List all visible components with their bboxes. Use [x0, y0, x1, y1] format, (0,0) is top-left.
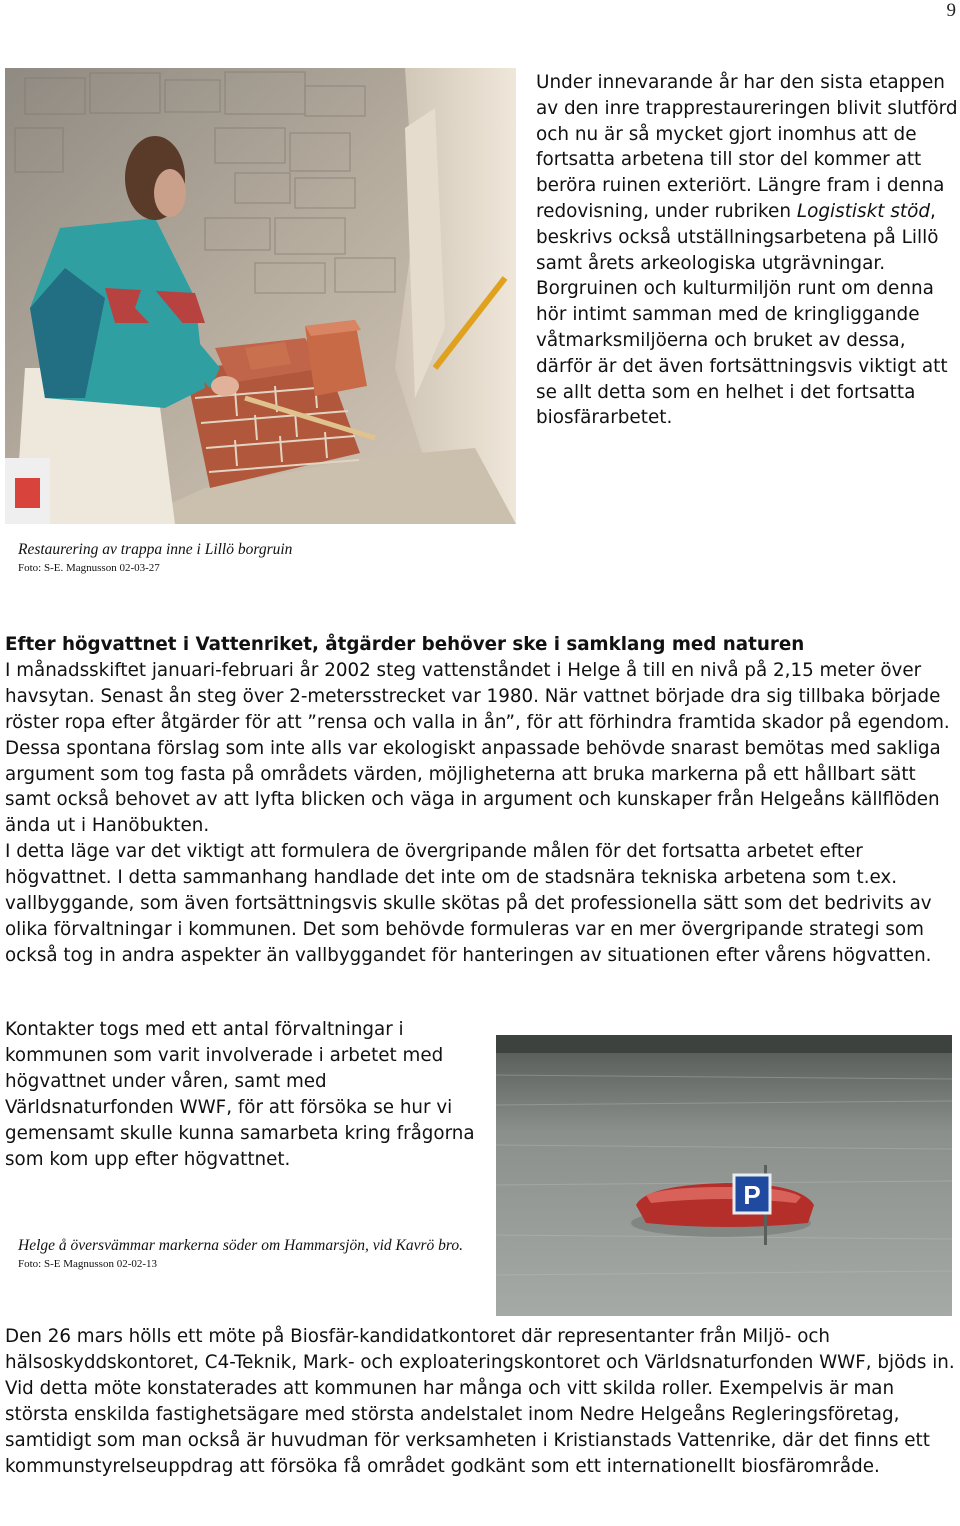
intro-part2: , beskrivs också utställningsarbetena på Lillö samt årets arkeologiska utgrävningar.	[536, 200, 939, 274]
figure1-caption	[18, 540, 478, 575]
figure1-caption-title: Restaurering av trappa inne i Lillö borgruin	[18, 541, 293, 558]
article-paragraph: I månadsskiftet januari-februari år 2002 steg vattenståndet i Helge å till en nivå på 2,15 meter över havsytan. Senast ån steg över 2-metersstrecket var 1980. När vattnet började dra sig tillbaka började röster ropa efter åtgärder för att ”rensa och valla in ån”, för att förhindra framtida skador på egendom.	[5, 659, 950, 733]
intro-part1: Under innevarande år har den sista etappen av den inre trapprestaureringen blivit slutförd och nu är så mycket gjort inomhus att de fortsatta arbetena till stor del kommer att beröra ruinen exteriört. Längre fram i denna redovisning, under rubriken	[536, 72, 958, 222]
parking-sign-letter: P	[743, 1180, 761, 1210]
figure1-photo-credit: Foto: S-E. Magnusson 02-03-27	[18, 562, 160, 574]
article-final-text	[5, 1324, 955, 1479]
page-number: 9	[946, 0, 956, 21]
article	[5, 632, 955, 969]
article-heading: Efter högvattnet i Vattenriket, åtgärder behöver ske i samklang med naturen	[5, 634, 805, 655]
intro-paragraph-2: Borgruinen och kulturmiljön runt om denna hör intimt samman med de kringliggande våtmarksmiljöerna och bruket av dessa, därför är det även fortsättningsvis viktigt att se allt detta som en helhet i det fortsatta biosfärarbetet.	[536, 278, 948, 429]
article-paragraph: I detta läge var det viktigt att formulera de övergripande målen för det fortsatta arbetet efter högvattnet. I detta sammanhang handlade det inte om de stadsnära tekniska arbetena som t.ex. vallbyggande, som även fortsättningsvis skulle skötas på det professionella sätt som det bedrivits av olika förvaltningar i kommunen. Det som behövde formuleras var en mer övergripande strategi som också tog in andra aspekter än vallbyggandet för hanteringen av situationen efter vårens högvatten.	[5, 841, 932, 966]
figure2-caption	[18, 1236, 478, 1271]
staircase-restoration-photo	[5, 68, 516, 524]
intro-text	[536, 70, 960, 431]
article-paragraph: Dessa spontana förslag som inte alls var ekologiskt anpassade behövde snarast bemötas med sakliga argument som tog fasta på områdets värden, möjligheterna att bruka markerna på ett hållbart sätt samt också behovet av att lyfta blicken och väga in argument och kunskaper från Helgeåns källflöden ända ut i Hanöbukten.	[5, 737, 941, 837]
article-paragraph: Den 26 mars hölls ett möte på Biosfär-kandidatkontoret där representanter från Miljö- och hälsoskyddskontoret, C4-Teknik, Mark- och exploateringskontoret och Världsnaturfonden WWF, bjöds in. Vid detta möte konstaterades att kommunen har många och vitt skilda roller. Exempelvis är man största enskilda fastighetsägare med största andelstalet inom Nedre Helgeåns Regleringsföretag, samtidigt som man också är huvudman för verksamheten i Kristianstads Vattenrike, där det finns ett kommunstyrelseuppdrag att försöka få området godkänt som ett internationellt biosfärområde.	[5, 1326, 955, 1477]
figure2-photo-credit: Foto: S-E Magnusson 02-02-13	[18, 1258, 158, 1270]
article-paragraph: Kontakter togs med ett antal förvaltningar i kommunen som varit involverade i arbetet med högvattnet under våren, samt med Världsnaturfonden WWF, för att försöka se hur vi gemensamt skulle kunna samarbeta kring frågorna som kom upp efter högvattnet.	[5, 1019, 475, 1170]
figure2-caption-title: Helge å översvämmar markerna söder om Hammarsjön, vid Kavrö bro.	[18, 1237, 464, 1254]
flood-photo	[496, 1035, 952, 1316]
intro-paragraph	[536, 70, 960, 276]
article-wrap-text	[5, 1017, 475, 1172]
logistiskt-stod-reference: Logistiskt stöd	[796, 200, 931, 222]
